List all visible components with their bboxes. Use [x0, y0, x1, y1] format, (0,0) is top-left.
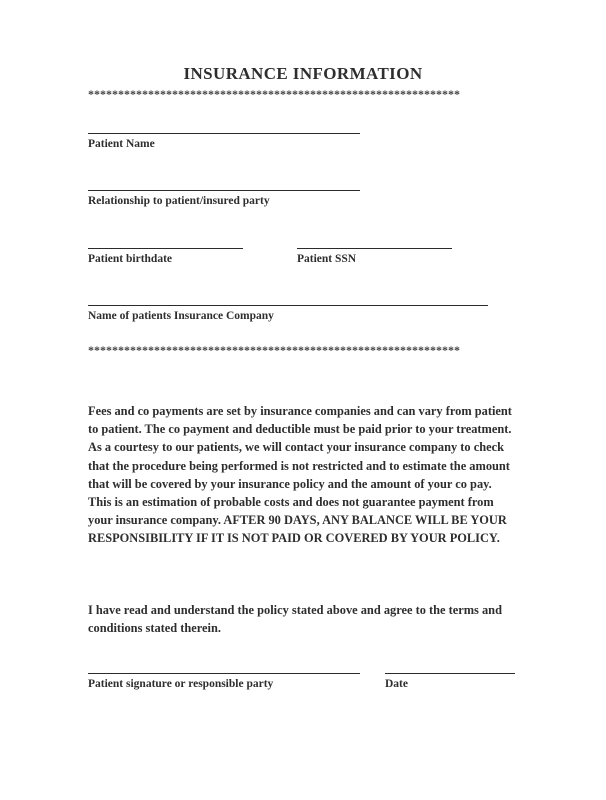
asterisk-divider-bottom: ************************************************************** — [88, 344, 460, 356]
page-title: INSURANCE INFORMATION — [183, 64, 423, 83]
patient-name-label: Patient Name — [88, 138, 155, 150]
patient-name-input-line[interactable] — [88, 133, 360, 134]
insurance-company-label: Name of patients Insurance Company — [88, 310, 274, 322]
field-insurance-company[interactable] — [88, 305, 488, 323]
asterisk-divider-top: ************************************************************** — [88, 88, 460, 100]
policy-paragraph: Fees and co payments are set by insurance companies and can vary from patient to patient. The co payment and deductible must be paid prior to your treatment. As a courtesy to our patients, we will contact your insurance company to check that the procedure being performed is not restricted and to estimate the amount that will be covered by your insurance policy and the amount of your co pay. This is an estimation of probable costs and does not guarantee payment from your insurance company. AFTER 90 DAYS, ANY BALANCE WILL BE YOUR RESPONSIBILITY IF IT IS NOT PAID OR COVERED BY YOUR POLICY. — [88, 404, 512, 546]
field-patient-ssn[interactable] — [297, 248, 452, 266]
relationship-label: Relationship to patient/insured party — [88, 195, 270, 207]
patient-ssn-input-line[interactable] — [297, 248, 452, 249]
patient-signature-label: Patient signature or responsible party — [88, 678, 274, 690]
field-date[interactable] — [385, 673, 515, 691]
insurance-company-input-line[interactable] — [88, 305, 488, 306]
patient-signature-input-line[interactable] — [88, 673, 360, 674]
field-patient-name[interactable] — [88, 133, 360, 151]
field-patient-birthdate[interactable] — [88, 248, 243, 266]
acknowledgement-paragraph: I have read and understand the policy stated above and agree to the terms and conditions stated therein. — [88, 603, 502, 636]
patient-ssn-label: Patient SSN — [297, 253, 357, 265]
field-patient-signature[interactable] — [88, 673, 360, 691]
patient-birthdate-input-line[interactable] — [88, 248, 243, 249]
patient-birthdate-label: Patient birthdate — [88, 253, 173, 265]
date-input-line[interactable] — [385, 673, 515, 674]
date-label: Date — [385, 678, 408, 690]
relationship-input-line[interactable] — [88, 190, 360, 191]
field-relationship[interactable] — [88, 190, 360, 208]
